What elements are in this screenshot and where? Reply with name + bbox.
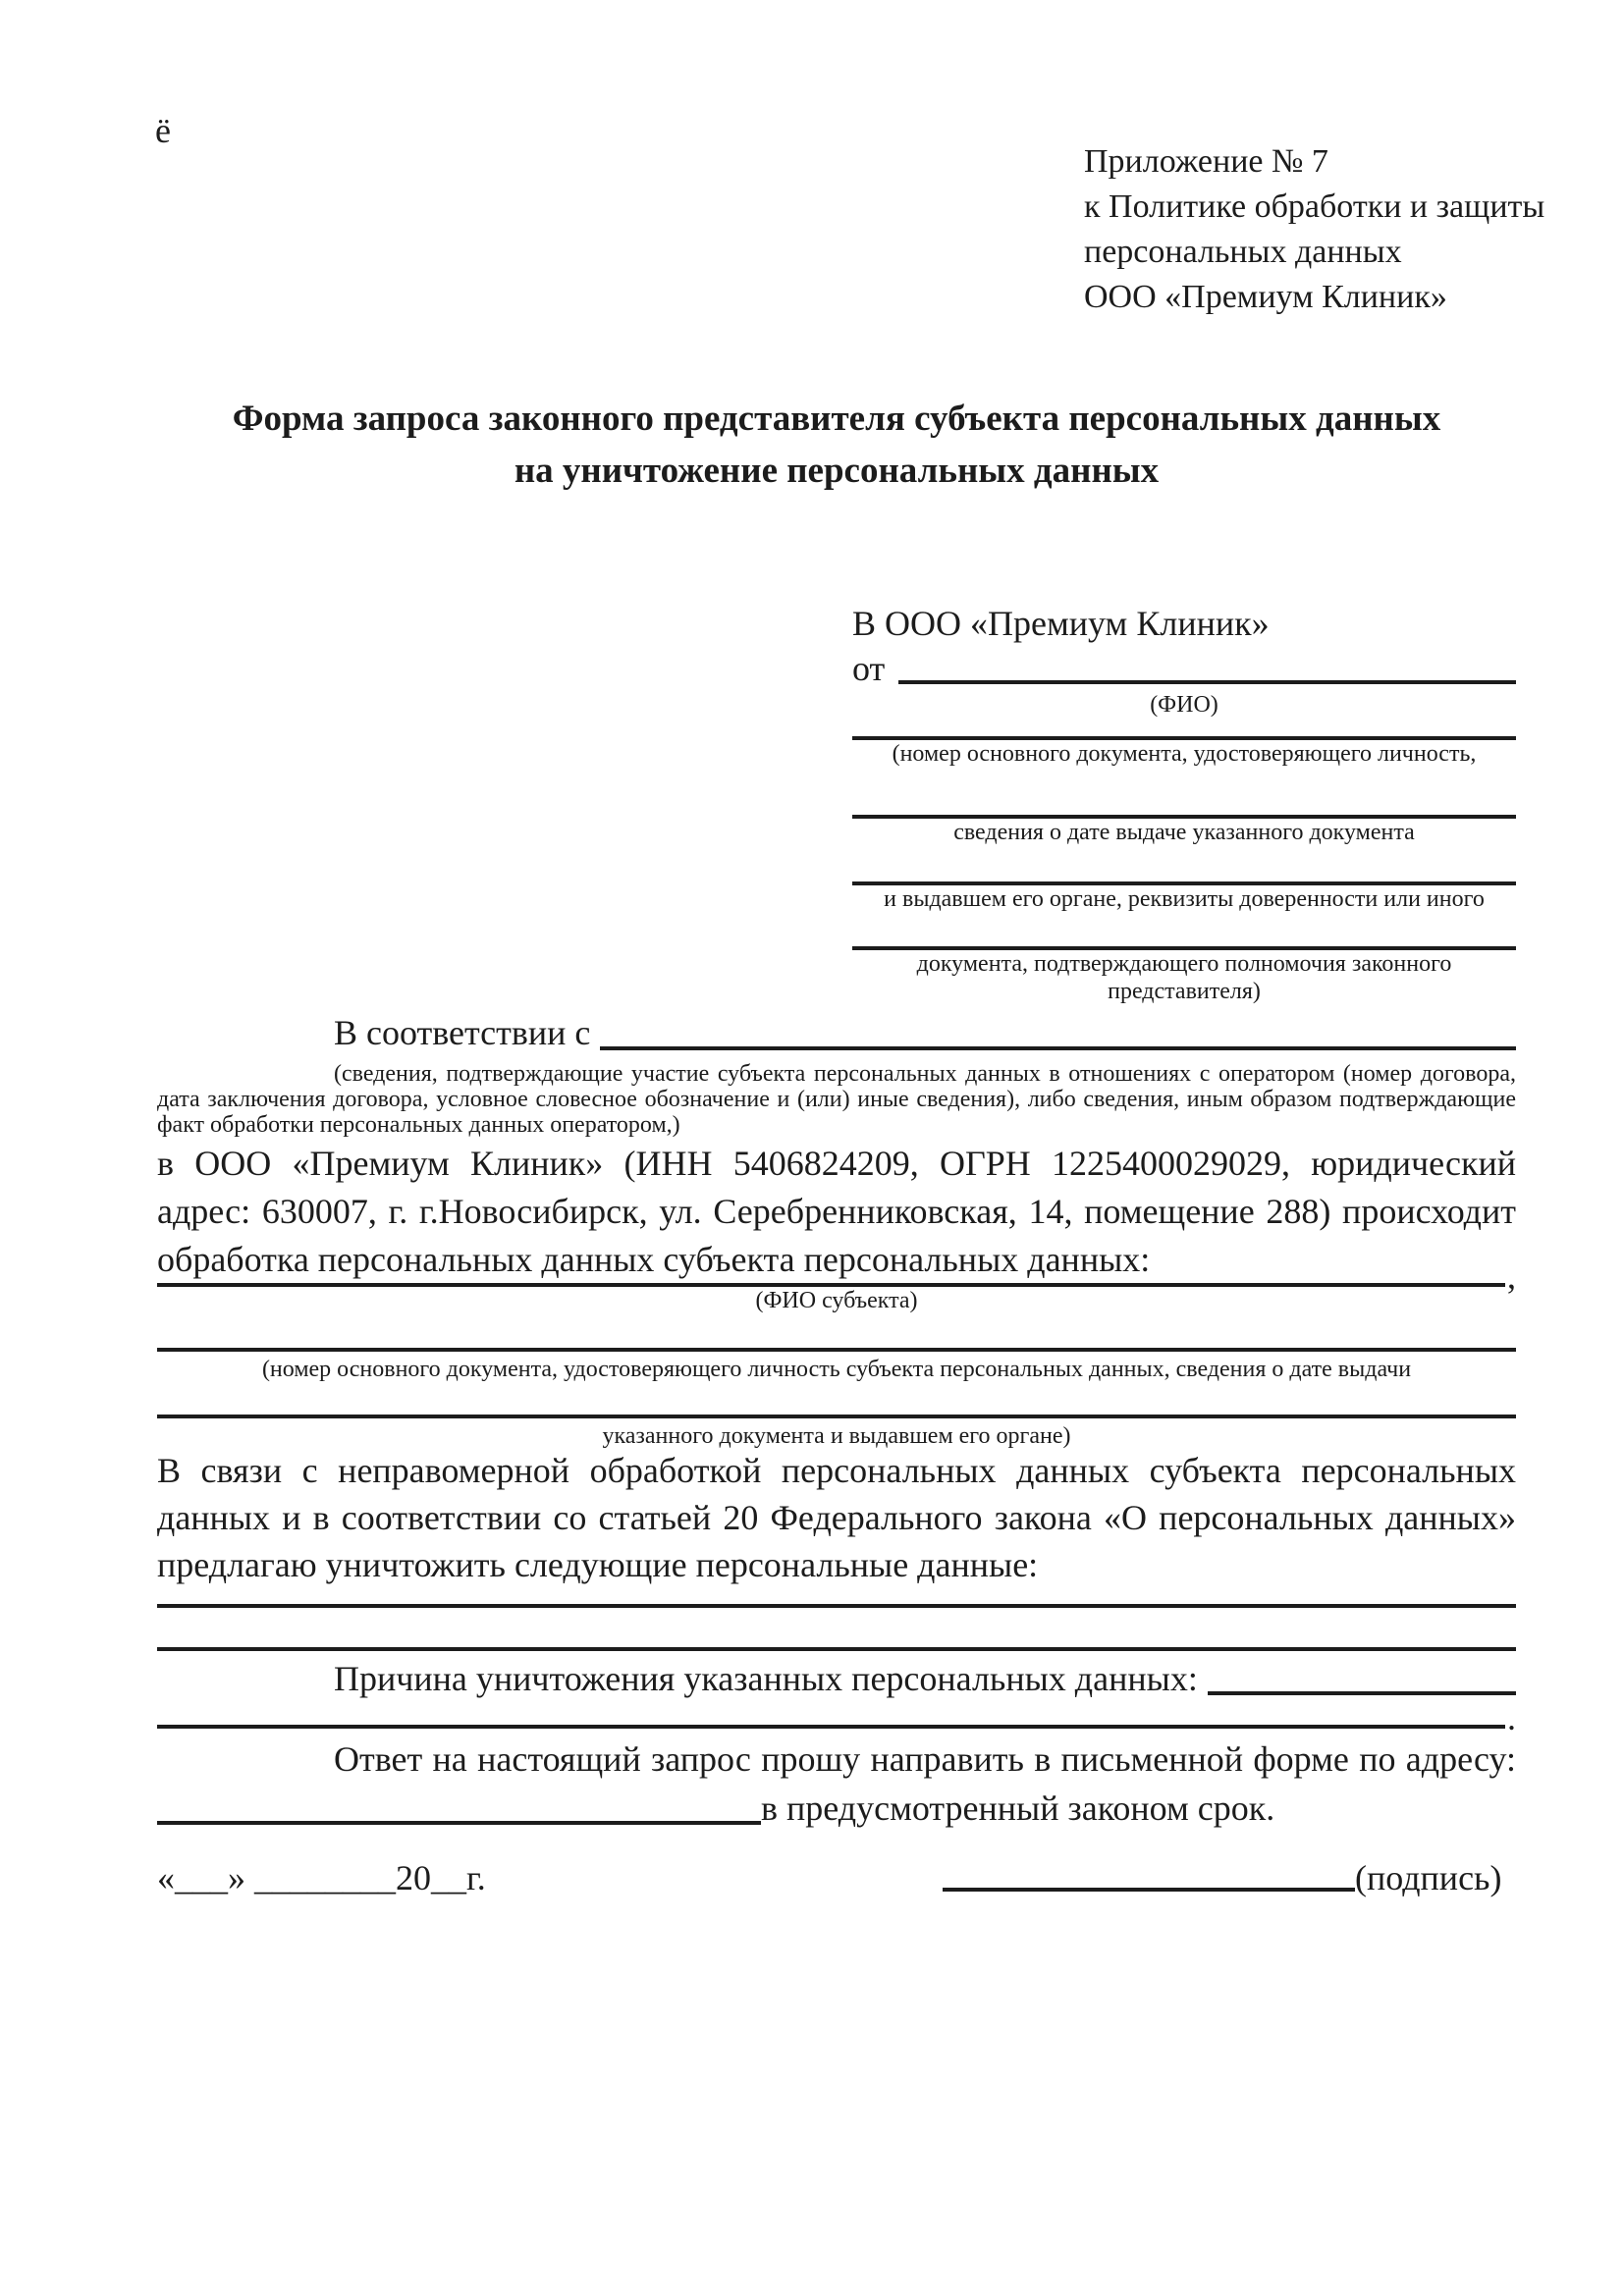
data-blank-row-2 [157,1626,1516,1655]
date-blank: «___» ________20__г. [157,1858,486,1897]
stray-character: ё [155,111,171,150]
reason-blank-line [1208,1655,1516,1695]
reason-row [157,1655,1516,1702]
trailing-period: . [1507,1698,1516,1737]
reply-address-row [157,1785,1516,1832]
reason-continuation-line [157,1702,1505,1729]
reply-paragraph: Ответ на настоящий запрос прошу направить в письменной форме по адресу: [334,1739,1516,1779]
subject-fio-blank-line [157,1260,1505,1287]
doc-caption-4: документа, подтверждающего полномочия законного представителя) [916,951,1452,1004]
title-line-1: Форма запроса законного представителя субъекта персональных данных [232,399,1441,439]
document-title [157,393,1516,497]
data-blank-row-1 [157,1582,1516,1612]
addressee-to: В ООО «Премиум Клиник» [852,604,1270,643]
doc-blank-line-4 [852,917,1516,950]
signature-blank-line [943,1855,1355,1892]
appendix-line-1: Приложение № 7 [1084,143,1328,180]
accordance-row [157,1009,1516,1057]
doc-caption-1: (номер основного документа, удостоверяющего личность, [892,741,1477,767]
accordance-blank-line [600,1009,1516,1050]
from-blank-line [898,646,1516,684]
data-blank-line-2 [157,1626,1516,1651]
subject-doc-caption-1: (номер основного документа, удостоверяющего личность субъекта персональных данных, сведения о дате выдачи [261,1357,1412,1382]
subject-doc-blank-row-2 [157,1394,1516,1425]
appendix-block [1084,139,1544,320]
subject-doc-blank-line-2 [157,1394,1516,1418]
main-body [157,1009,1516,1832]
reply-tail: в предусмотренный законом срок. [761,1789,1275,1828]
doc-blank-line-1 [852,721,1516,740]
doc-caption-2: сведения о дате выдаче указанного документа [953,820,1415,845]
doc-caption-3: и выдавшем его органе, реквизиты доверенности или иного [884,886,1485,912]
fio-caption: (ФИО) [1150,692,1218,718]
trailing-comma: , [1507,1256,1516,1296]
doc-blank-line-2 [852,785,1516,819]
signature-caption: (подпись) [1355,1858,1502,1897]
subject-fio-caption: (ФИО субъекта) [755,1288,918,1313]
reason-continuation-row [157,1698,1516,1737]
subject-doc-blank-row-1 [157,1327,1516,1359]
operator-paragraph: в ООО «Премиум Клиник» (ИНН 5406824209, ОГРН 1225400029029, юридический адрес: 630007, г. г.Новосибирск, ул. Серебренниковская, 14, помещение 288) происходит обработка персональных данных субъекта персональных данных: [157,1144,1516,1279]
subject-doc-caption-2: указанного документа и выдавшем его органе) [602,1423,1071,1449]
accordance-caption: (сведения, подтверждающие участие субъекта персональных данных в отношениях с оператором (номер договора, дата заключения договора, условное словесное обозначение и (или) иные сведения), либо сведения, иным образом подтверждающие факт обработки персональных данных оператором,) [157,1061,1516,1138]
data-blank-line-1 [157,1582,1516,1608]
subject-doc-blank-line-1 [157,1327,1516,1352]
reply-address-blank-line [157,1785,761,1825]
from-label: от [852,649,886,688]
accordance-lead: В соответствии с [334,1013,591,1052]
from-row [852,646,1516,691]
doc-blank-line-3 [852,852,1516,885]
signature-group [943,1855,1501,1900]
appendix-line-2: к Политике обработки и защиты [1084,188,1545,225]
appendix-line-4: ООО «Премиум Клиник» [1084,279,1447,315]
reason-lead: Причина уничтожения указанных персональных данных: [334,1659,1198,1698]
addressee-block [852,601,1516,1004]
appendix-line-3: персональных данных [1084,234,1402,270]
unlawful-paragraph: В связи с неправомерной обработкой персональных данных субъекта персональных данных и в соответствии со статьей 20 Федерального закона «О персональных данных» предлагаю уничтожить следующие персональные данные: [157,1451,1516,1584]
title-line-2: на уничтожение персональных данных [514,451,1160,491]
